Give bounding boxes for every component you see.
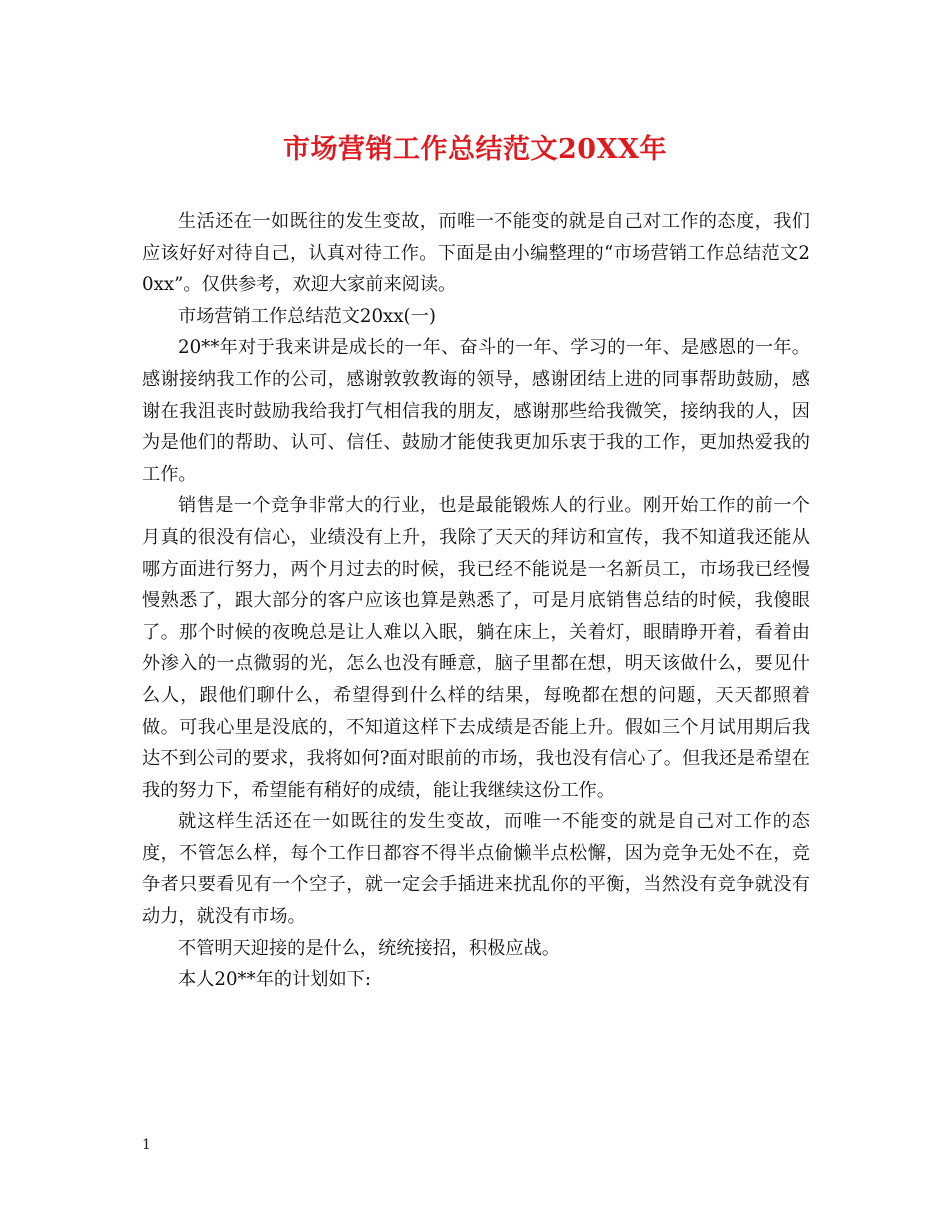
section-heading: 市场营销工作总结范文20xx(一) [178, 305, 436, 327]
page-number: 1 [142, 1137, 151, 1153]
body-paragraph: 就这样生活还在一如既往的发生变故，而唯一不能变的就是自己对工作的态度，不管怎么样，每个工作日都容不得半点偷懒半点松懈，因为竞争无处不在，竞争者只要看见有一个空子，就一定会手插进来扰乱你的平衡，当然没有竞争就没有动力，就没有市场。 [142, 811, 810, 928]
body-paragraph: 20**年对于我来讲是成长的一年、奋斗的一年、学习的一年、是感恩的一年。感谢接纳我工作的公司，感谢敦敦教诲的领导，感谢团结上进的同事帮助鼓励，感谢在我沮丧时鼓励我给我打气相信我的朋友，感谢那些给我微笑，接纳我的人，因为是他们的帮助、认可、信任、鼓励才能使我更加乐衷于我的工作，更加热爱我的工作。 [142, 337, 810, 485]
document-title: 市场营销工作总结范文20XX年 [283, 134, 667, 165]
document-body [142, 206, 810, 996]
intro-paragraph: 生活还在一如既往的发生变故，而唯一不能变的就是自己对工作的态度，我们应该好好对待自己，认真对待工作。下面是由小编整理的“市场营销工作总结范文20xx”。仅供参考，欢迎大家前来阅读。 [142, 211, 810, 296]
body-paragraph: 本人20**年的计划如下: [178, 969, 371, 991]
body-paragraph: 不管明天迎接的是什么，统统接招，积极应战。 [178, 937, 560, 959]
body-paragraph: 销售是一个竞争非常大的行业，也是最能锻炼人的行业。刚开始工作的前一个月真的很没有信心，业绩没有上升，我除了天天的拜访和宣传，我不知道我还能从哪方面进行努力，两个月过去的时候，我已经不能说是一名新员工，市场我已经慢慢熟悉了，跟大部分的客户应该也算是熟悉了，可是月底销售总结的时候，我傻眼了。那个时候的夜晚总是让人难以入眠，躺在床上，关着灯，眼睛睁开着，看着由外渗入的一点微弱的光，怎么也没有睡意，脑子里都在想，明天该做什么，要见什么人，跟他们聊什么，希望得到什么样的结果，每晚都在想的问题，天天都照着做。可我心里是没底的，不知道这样下去成绩是否能上升。假如三个月试用期后我达不到公司的要求，我将如何?面对眼前的市场，我也没有信心了。但我还是希望在我的努力下，希望能有稍好的成绩，能让我继续这份工作。 [142, 495, 810, 801]
